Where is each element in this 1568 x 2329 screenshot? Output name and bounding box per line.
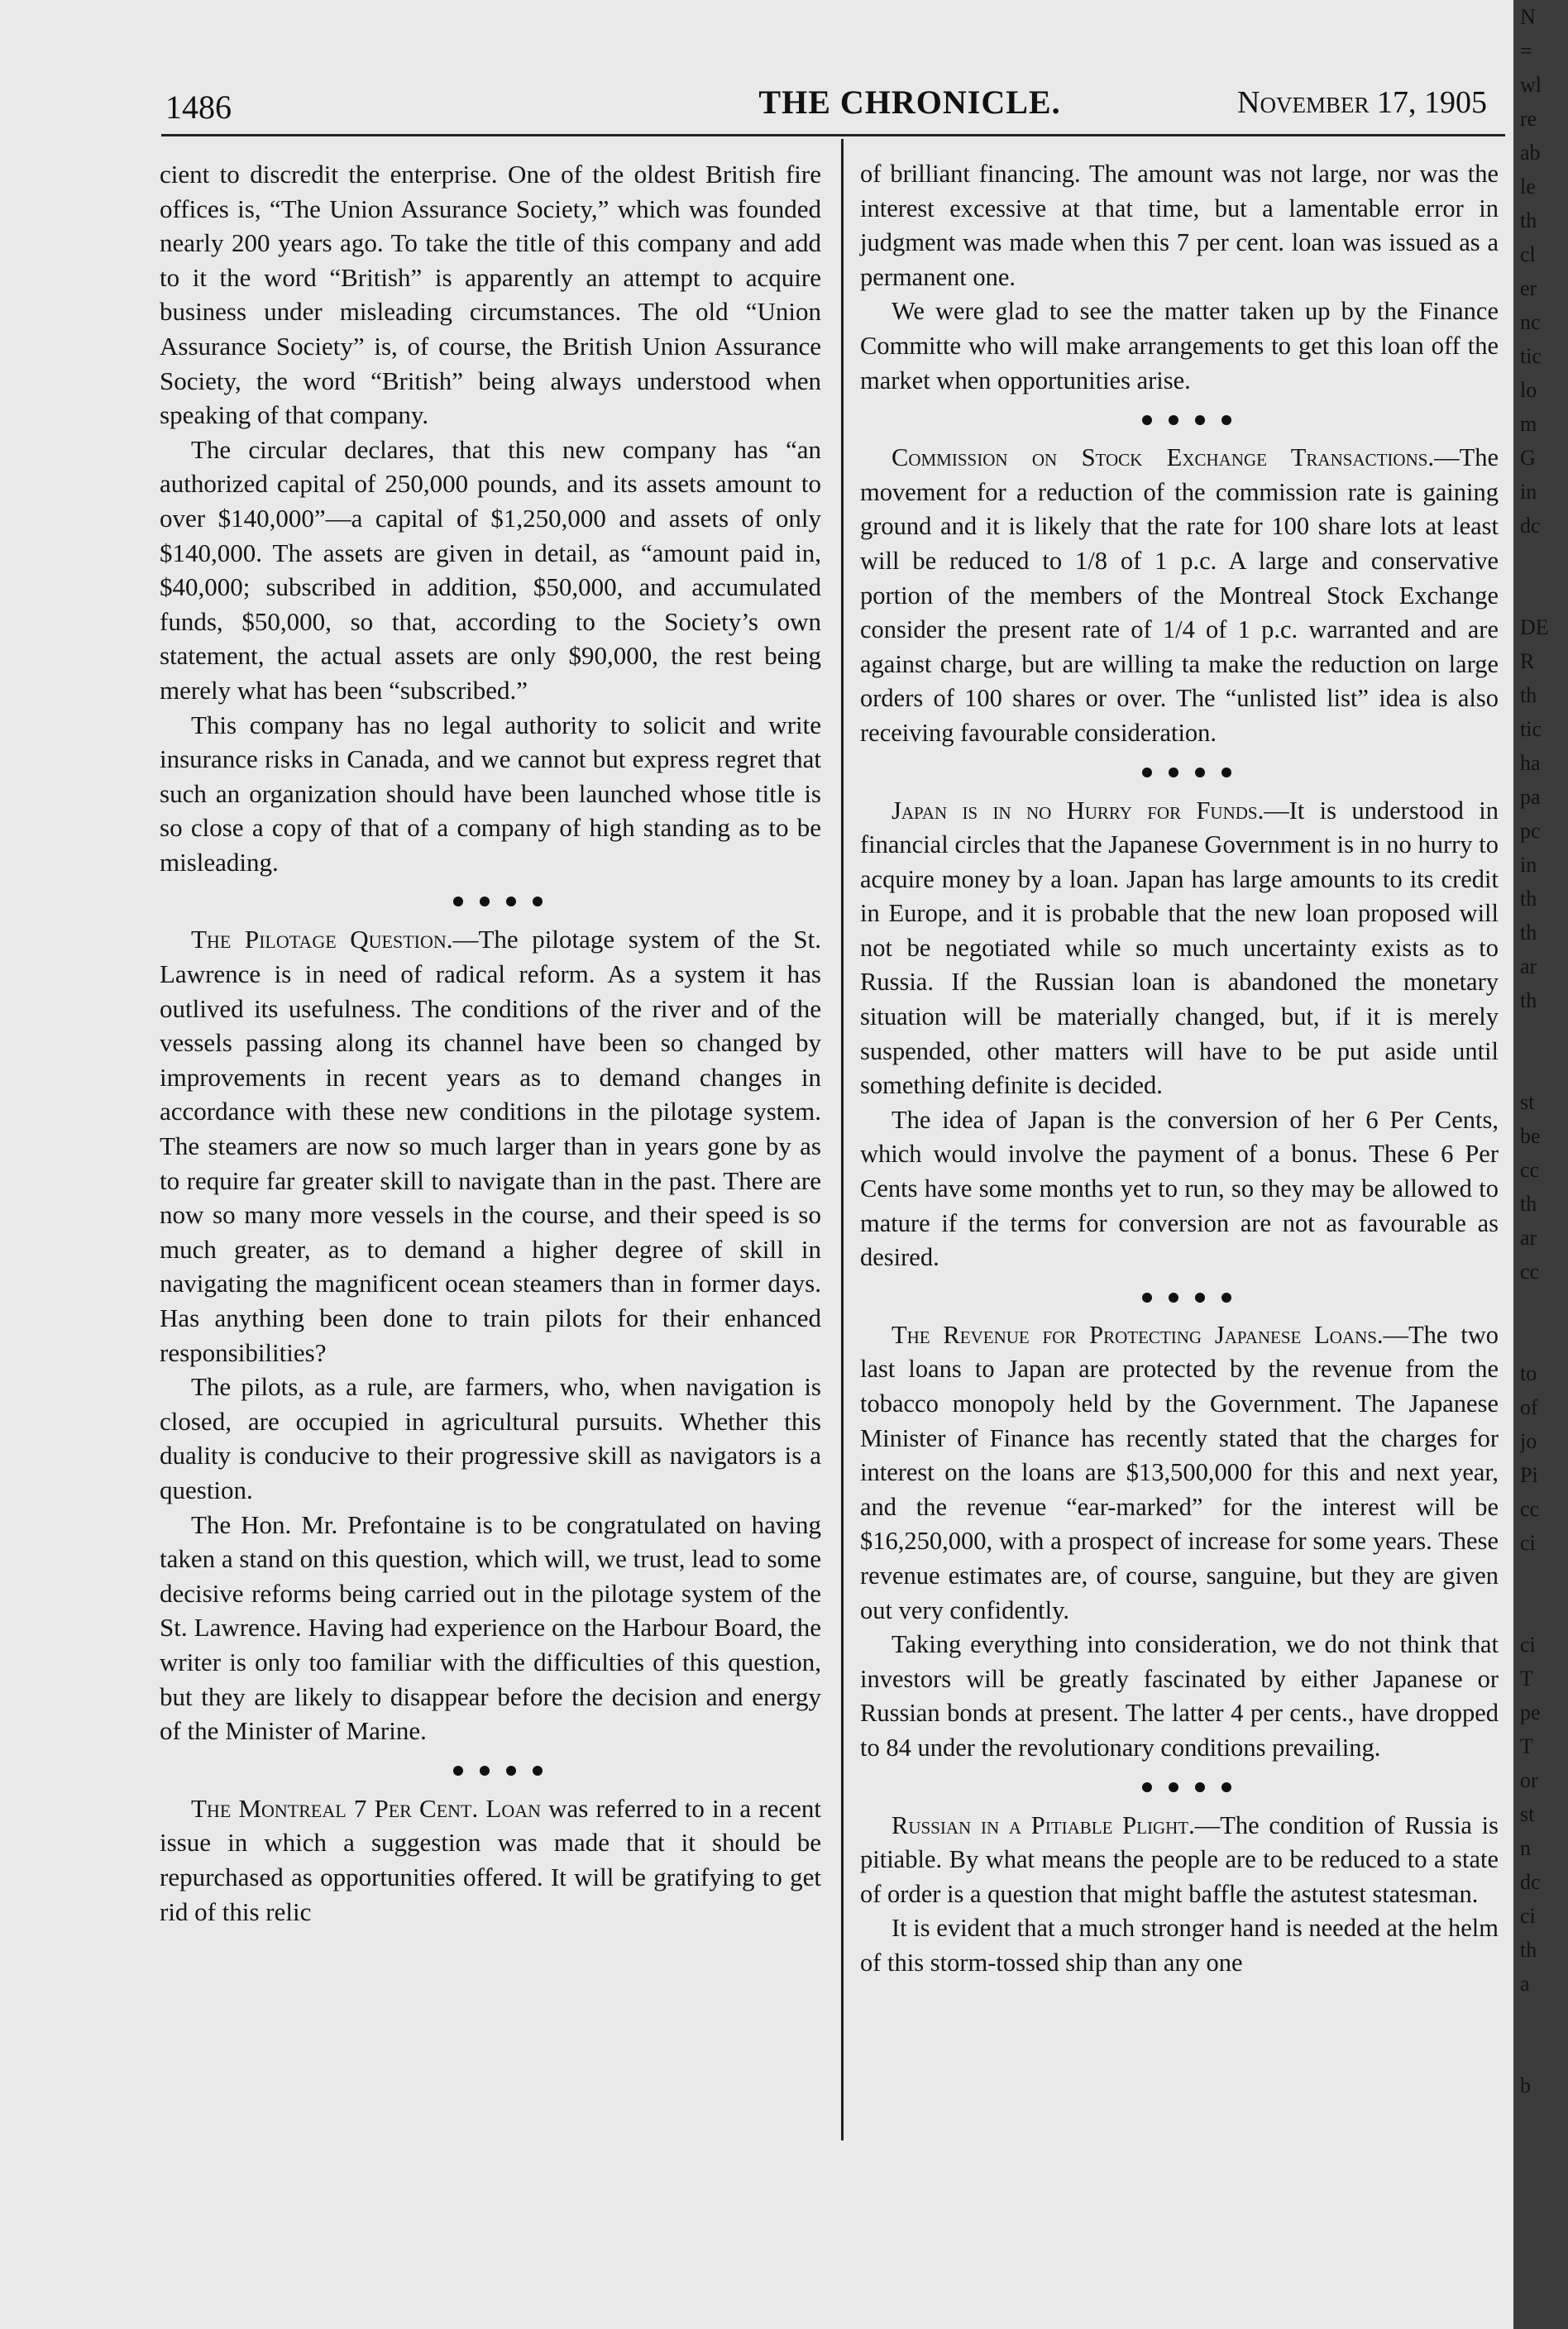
adjacent-page-fragment: to	[1520, 1361, 1537, 1385]
adjacent-page-fragment	[1520, 2001, 1568, 2035]
section-separator	[860, 1275, 1499, 1318]
section-separator	[860, 751, 1499, 794]
article-paragraph: This company has no legal authority to solicit and write insurance risks in Canada, and we cannot but express regret that such an organization should have been launched whose title is so close a copy of that of a company of high standing as to be misleading.	[160, 710, 821, 877]
adjacent-page-fragment: st	[1520, 1090, 1535, 1114]
adjacent-page-fragment: R	[1520, 649, 1535, 673]
left-column	[160, 157, 821, 1929]
adjacent-page-fragment: ci	[1520, 1904, 1536, 1928]
adjacent-page-fragment: a	[1520, 1972, 1530, 1996]
adjacent-page-fragment: nc	[1520, 310, 1541, 334]
adjacent-page-fragment: st	[1520, 1802, 1535, 1826]
adjacent-page-fragment: ci	[1520, 1633, 1536, 1657]
adjacent-page-fragment: or	[1520, 1768, 1538, 1792]
adjacent-page-fragment: G	[1520, 446, 1536, 470]
adjacent-page-fragment: le	[1520, 175, 1536, 198]
article-paragraph: cient to discredit the enterprise. One of the oldest British fire offices is, “The Union Assurance Society,” which was founded nearly 200 years ago. To take the title of this company and add to it the word “British” is apparently an attempt to acquire business under misleading circumstances. The old “Union Assurance Society” is, of course, the British Union Assurance Society, the word “British” being always understood when speaking of that company.	[160, 160, 821, 430]
article-paragraph: The pilots, as a rule, are farmers, who, when navigation is closed, are occupied in agricultural pursuits. Whether this duality is conducive to their progressive skill as navigators is a question.	[160, 1372, 821, 1504]
adjacent-page-fragment: ar	[1520, 1226, 1537, 1250]
adjacent-page-fragment: =	[1520, 39, 1532, 63]
article-paragraph	[860, 1318, 1499, 1628]
heading-text: —The two last loans to Japan are protected by the revenue from the tobacco monopoly held by the Government. The Japanese Minister of Finance has recently stated that the charges for interest on the loans are $13,500,000 for this and next year, and the revenue “ear-marked” for the interest will be $16,250,000, with a prospect of increase for some years. These revenue estimates are, of course, sanguine, but they are given out very confidently.	[860, 1320, 1499, 1624]
adjacent-page-fragment: dc	[1520, 514, 1541, 538]
article-paragraph	[160, 1791, 821, 1929]
adjacent-page-fragment: b	[1520, 2073, 1531, 2097]
article-paragraph: Taking everything into consideration, we do not think that investors will be greatly fascinated by either Japanese or Russian bonds at present. The latter 4 per cents., have dropped to 84 under the revolutionary conditions prevailing.	[860, 1630, 1499, 1762]
article-paragraph: We were glad to see the matter taken up by the Finance Committe who will make arrangements to get this loan off the market when opportunities arise.	[860, 297, 1499, 395]
page-header	[165, 83, 1505, 124]
adjacent-page-fragment: cc	[1520, 1497, 1540, 1521]
article-paragraph	[860, 441, 1499, 750]
article-paragraph	[860, 1809, 1499, 1912]
issue-date: November 17, 1905	[1237, 85, 1487, 120]
article-paragraph: of brilliant financing. The amount was not large, nor was the interest excessive at that time, but a lamentable error in judgment was made when this 7 per cent. loan was issued as a permanent one.	[860, 160, 1499, 291]
adjacent-page-fragment	[1520, 543, 1568, 576]
adjacent-page-fragment: m	[1520, 412, 1537, 436]
adjacent-page-fragment: T	[1520, 1734, 1533, 1758]
heading-text: —The movement for a reduction of the commission rate is gaining ground and it is likely that the rate for 100 share lots at least will be reduced to 1/8 of 1 p.c. A large and conservative portion of the members of the Montreal Stock Exchange consider the present rate of 1/4 of 1 p.c. warranted and are against charge, but are willing ta make the reduction on large orders of 100 shares or over. The “unlisted list” idea is also receiving favourable consideration.	[860, 443, 1499, 747]
adjacent-page-fragment: th	[1520, 988, 1537, 1012]
adjacent-page-fragment: pc	[1520, 819, 1541, 843]
adjacent-page-fragment	[1520, 1017, 1568, 1051]
adjacent-page-fragment	[1520, 1289, 1568, 1322]
adjacent-page-fragment: jo	[1520, 1429, 1537, 1453]
adjacent-page-fragment: ar	[1520, 954, 1537, 978]
section-separator	[860, 1766, 1499, 1809]
adjacent-page-fragment: th	[1520, 921, 1537, 945]
section-separator	[160, 1748, 821, 1791]
article-paragraph	[160, 922, 821, 1370]
adjacent-page-fragment: be	[1520, 1124, 1541, 1148]
adjacent-page-fragment: th	[1520, 1192, 1537, 1216]
section-separator	[160, 879, 821, 922]
adjacent-page-fragment: wl	[1520, 73, 1542, 97]
adjacent-page-fragment: th	[1520, 887, 1537, 911]
adjacent-page-fragment: ci	[1520, 1531, 1536, 1555]
adjacent-page-fragment: cl	[1520, 242, 1536, 266]
section-heading: The Montreal 7 Per Cent. Loan	[191, 1793, 541, 1823]
heading-text: —The condition of Russia is pitiable. By what means the people are to be reduced to a state of order is a question that might baffle the astutest statesman.	[860, 1810, 1499, 1908]
adjacent-page-fragment: cc	[1520, 1260, 1540, 1284]
right-column	[860, 157, 1499, 1981]
heading-text: —It is understood in financial circles that the Japanese Government is in no hurry to acquire money by a loan. Japan has large amounts to its credit in Europe, and it is probable that the new loan proposed will not be negotiated while so much uncertainty exists as to Russia. If the Russian loan is abandoned the monetary situation will be materially changed, but, if it is merely suspended, other matters will have to be put aside until something definite is decided.	[860, 796, 1499, 1100]
adjacent-page-fragment: th	[1520, 208, 1537, 232]
article-paragraph: The Hon. Mr. Prefontaine is to be congratulated on having taken a stand on this question, which will, we trust, lead to some decisive reforms being carried out in the pilotage system of the St. Lawrence. Having had experience on the Harbour Board, the writer is only too familiar with the difficulties of this question, but they are likely to disappear before the decision and energy of the Minister of Marine.	[160, 1509, 821, 1746]
adjacent-page-fragment: th	[1520, 683, 1537, 707]
adjacent-page-fragment: in	[1520, 853, 1537, 877]
adjacent-page-fragment: pa	[1520, 785, 1541, 809]
page-number: 1486	[165, 88, 232, 126]
adjacent-page-fragment	[1520, 1051, 1568, 1085]
adjacent-page-fragment: n	[1520, 1836, 1531, 1860]
adjacent-page-fragment: in	[1520, 480, 1537, 504]
adjacent-page-fragment: ab	[1520, 141, 1541, 165]
adjacent-page-fragment: tic	[1520, 344, 1542, 368]
section-heading: The Revenue for Protecting Japanese Loans.	[892, 1320, 1384, 1349]
article-paragraph: The idea of Japan is the conversion of her 6 Per Cents, which would involve the payment of a bonus. These 6 Per Cents have some months yet to run, so they may be allowed to mature if the terms for conversion are not as favourable as desired.	[860, 1105, 1499, 1272]
article-paragraph: The circular declares, that this new company has “an authorized capital of 250,000 pounds, and its assets amount to over $140,000”—a capital of $1,250,000 and assets of only $140,000. The assets are given in detail, as “amount paid in, $40,000; subscribed in addition, $50,000, and accumulated funds, $50,000, so that, according to the Society’s own statement, the actual assets are only $90,000, the rest being merely what has been “subscribed.”	[160, 434, 821, 705]
section-heading: Commission on Stock Exchange Transactions.	[892, 443, 1435, 472]
heading-text: —The pilotage system of the St. Lawrence is in need of radical reform. As a system it has outlived its usefulness. The conditions of the river and of the vessels passing along its channel have been so changed by improvements in recent years as to demand changes in accordance with these new conditions in the pilotage system. The steamers are now so much larger than in years gone by as to require far greater skill to navigate than in the past. There are now so many more vessels in the course, and their speed is so much greater, as to demand a higher degree of skill in navigating the magnificent ocean steamers than in former days. Has anything been done to train pilots for their enhanced responsibilities?	[160, 925, 821, 1367]
article-paragraph	[860, 794, 1499, 1103]
adjacent-page-fragment	[1520, 2035, 1568, 2068]
publication-title: THE CHRONICLE.	[758, 84, 1061, 121]
adjacent-page-fragment	[1520, 1560, 1568, 1594]
section-heading: The Pilotage Question.	[191, 925, 453, 954]
adjacent-page-fragment: th	[1520, 1938, 1537, 1962]
adjacent-page-fragment: DE	[1520, 615, 1549, 639]
adjacent-page-fragment: dc	[1520, 1870, 1541, 1894]
adjacent-page-edge	[1520, 0, 1568, 2329]
adjacent-page-fragment: re	[1520, 107, 1537, 131]
adjacent-page-fragment: ha	[1520, 751, 1541, 775]
adjacent-page-fragment	[1520, 1594, 1568, 1628]
adjacent-page-fragment: Pi	[1520, 1463, 1538, 1487]
adjacent-page-fragment: N	[1520, 5, 1536, 29]
header-rule	[161, 134, 1505, 136]
adjacent-page-fragment	[1520, 576, 1568, 610]
adjacent-page-fragment: er	[1520, 276, 1537, 300]
section-heading: Japan is in no Hurry for Funds.	[892, 796, 1264, 825]
adjacent-page-fragment: tic	[1520, 717, 1542, 741]
heading-text: was referred to in a recent issue in which a suggestion was made that it should be repurchased as opportunities offered. It will be gratifying to get rid of this relic	[160, 1793, 821, 1926]
section-heading: Russian in a Pitiable Plight.	[892, 1810, 1195, 1839]
article-paragraph: It is evident that a much stronger hand is needed at the helm of this storm-tossed ship than any one	[860, 1914, 1499, 1977]
adjacent-page-fragment: T	[1520, 1667, 1533, 1691]
adjacent-page-fragment	[1520, 1322, 1568, 1356]
section-separator	[860, 398, 1499, 441]
adjacent-page-fragment: lo	[1520, 378, 1537, 402]
adjacent-page-fragment: of	[1520, 1395, 1538, 1419]
adjacent-page-fragment: cc	[1520, 1158, 1540, 1182]
adjacent-page-fragment: pe	[1520, 1700, 1541, 1724]
column-divider	[841, 139, 844, 2140]
